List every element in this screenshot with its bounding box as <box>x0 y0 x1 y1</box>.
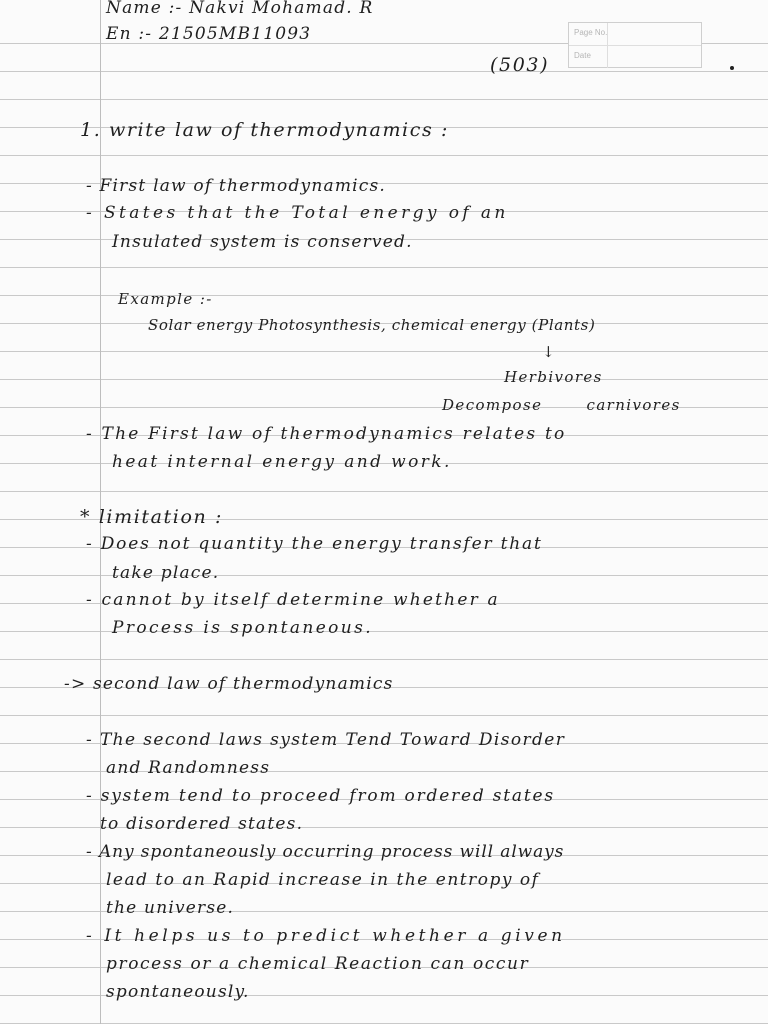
first-law-text-cont: Insulated system is conserved. <box>112 232 413 252</box>
second-law-1: - The second laws system Tend Toward Disorder <box>86 730 566 750</box>
second-law-4: - It helps us to predict whether a given <box>86 926 566 946</box>
decompose-carnivores: Decompose carnivores <box>442 396 681 414</box>
limitation-1-cont: take place. <box>112 563 220 583</box>
first-law-heading: - First law of thermodynamics. <box>86 176 387 196</box>
second-law-3-end: the universe. <box>106 898 235 918</box>
limitation-2-cont: Process is spontaneous. <box>112 618 374 638</box>
first-law-relation-cont: heat internal energy and work. <box>112 452 452 472</box>
second-law-heading: -> second law of thermodynamics <box>64 674 394 694</box>
first-law-text: - States that the Total energy of an <box>86 203 509 223</box>
page-no-row <box>569 23 701 46</box>
example-chain: Solar energy Photosynthesis, chemical energy (Plants) <box>148 316 596 334</box>
question-title: 1. write law of thermodynamics : <box>80 119 449 141</box>
enrollment-number: En :- 21505MB11093 <box>106 24 312 44</box>
second-law-4-end: spontaneously. <box>106 982 250 1002</box>
date-row <box>569 46 701 68</box>
page-date-box <box>568 22 702 68</box>
second-law-1-cont: and Randomness <box>106 758 271 778</box>
ink-dot <box>730 66 734 70</box>
student-name: Name :- Nakvi Mohamad. R <box>106 0 374 18</box>
second-law-4-cont: process or a chemical Reaction can occur <box>106 954 530 974</box>
date-label: Date <box>574 51 591 60</box>
limitation-2: - cannot by itself determine whether a <box>86 590 500 610</box>
page-no-label: Page No. <box>574 28 608 37</box>
limitation-heading: * limitation : <box>80 506 223 528</box>
example-label: Example :- <box>118 290 213 308</box>
second-law-2: - system tend to proceed from ordered states <box>86 786 555 806</box>
arrow-down: ↓ <box>542 343 556 361</box>
page-code: (503) <box>490 54 550 76</box>
second-law-2-cont: to disordered states. <box>100 814 304 834</box>
limitation-1: - Does not quantity the energy transfer that <box>86 534 543 554</box>
herbivores: Herbivores <box>504 368 603 386</box>
second-law-3-cont: lead to an Rapid increase in the entropy of <box>106 870 540 890</box>
first-law-relation: - The First law of thermodynamics relates to <box>86 424 567 444</box>
second-law-3: - Any spontaneously occurring process will always <box>86 842 565 862</box>
